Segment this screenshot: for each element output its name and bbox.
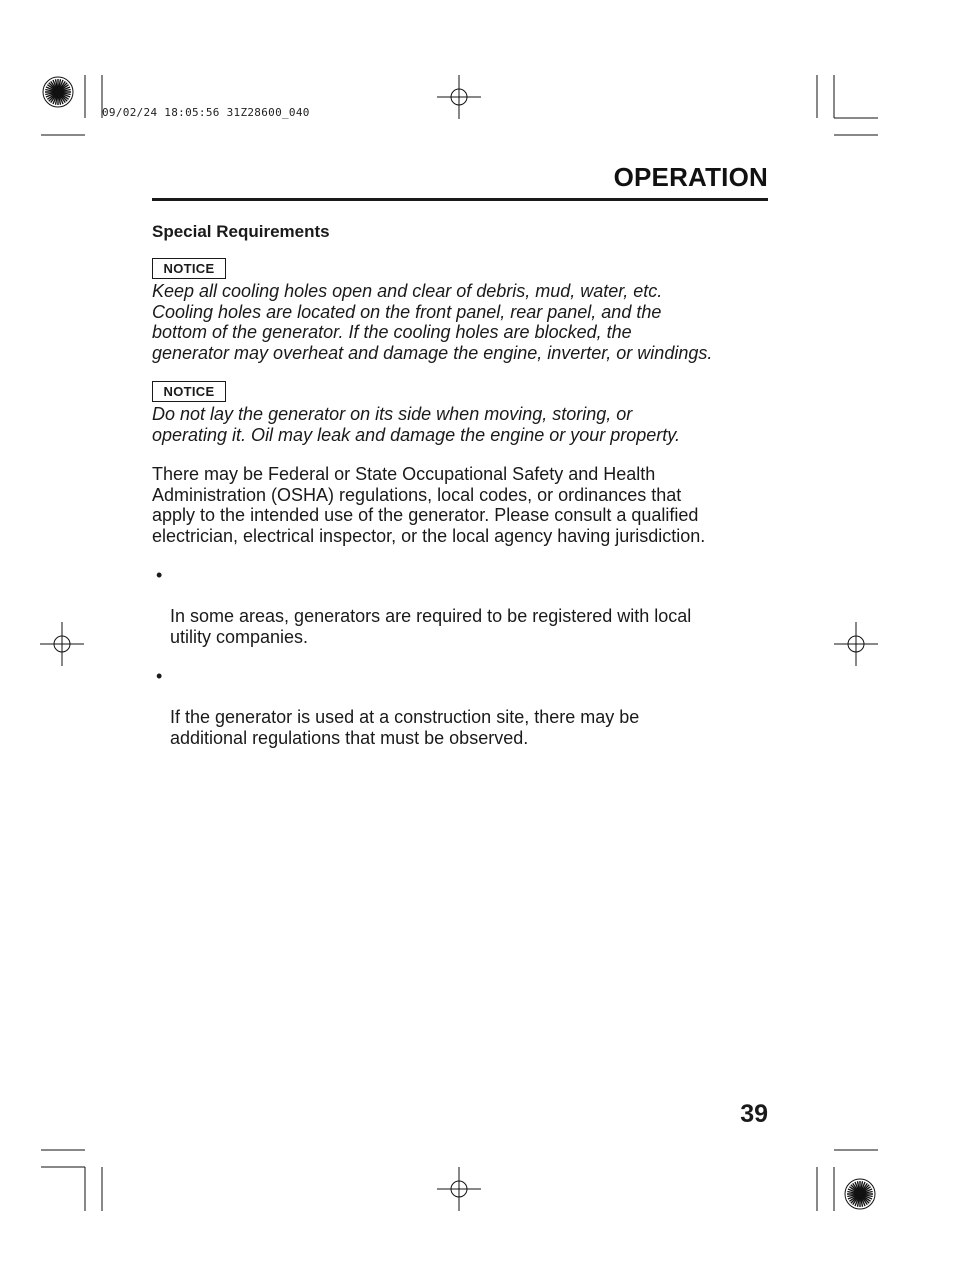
bullet-icon: • bbox=[156, 565, 163, 585]
page-content bbox=[152, 220, 782, 748]
notice-text: Do not lay the generator on its side when moving, storing, or operating it. Oil may leak and damage the engine or your property. bbox=[152, 404, 680, 445]
registration-crosshair-icon-right bbox=[834, 622, 878, 666]
sunburst-target-icon-top-left bbox=[43, 77, 73, 107]
page-number: 39 bbox=[740, 1100, 768, 1128]
notice-block bbox=[152, 381, 782, 445]
subheading: Special Requirements bbox=[152, 222, 330, 241]
registration-crosshair-icon-top bbox=[437, 75, 481, 119]
list-item-text: In some areas, generators are required to be registered with local utility companies. bbox=[170, 606, 692, 647]
print-timestamp: 09/02/24 18:05:56 31Z28600_040 bbox=[102, 106, 310, 119]
crop-mark-top-right bbox=[817, 75, 878, 135]
title-rule bbox=[152, 198, 768, 201]
notice-badge: NOTICE bbox=[152, 258, 226, 279]
list-item-text: If the generator is used at a construction site, there may be additional regulations that must be observed. bbox=[170, 707, 640, 748]
osha-paragraph: There may be Federal or State Occupational Safety and Health Administration (OSHA) regulations, local codes, or ordinances that apply to the intended use of the generator. Please consult a qualified electrician, electrical inspector, or the local agency having jurisdiction. bbox=[152, 464, 706, 546]
list-item bbox=[152, 666, 782, 748]
sunburst-target-icon-bottom-right bbox=[845, 1179, 875, 1209]
section-title: OPERATION bbox=[613, 162, 768, 192]
list-item bbox=[152, 565, 782, 647]
notice-text: Keep all cooling holes open and clear of debris, mud, water, etc. Cooling holes are located on the front panel, rear panel, and the bottom of the generator. If the cooling holes are blocked, the generator may overheat and damage the engine, inverter, or windings. bbox=[152, 281, 713, 363]
notice-block bbox=[152, 258, 782, 363]
crop-mark-bottom-left bbox=[41, 1150, 102, 1211]
registration-crosshair-icon-left bbox=[40, 622, 84, 666]
registration-crosshair-icon-bottom bbox=[437, 1167, 481, 1211]
notice-badge: NOTICE bbox=[152, 381, 226, 402]
bullet-icon: • bbox=[156, 666, 163, 686]
